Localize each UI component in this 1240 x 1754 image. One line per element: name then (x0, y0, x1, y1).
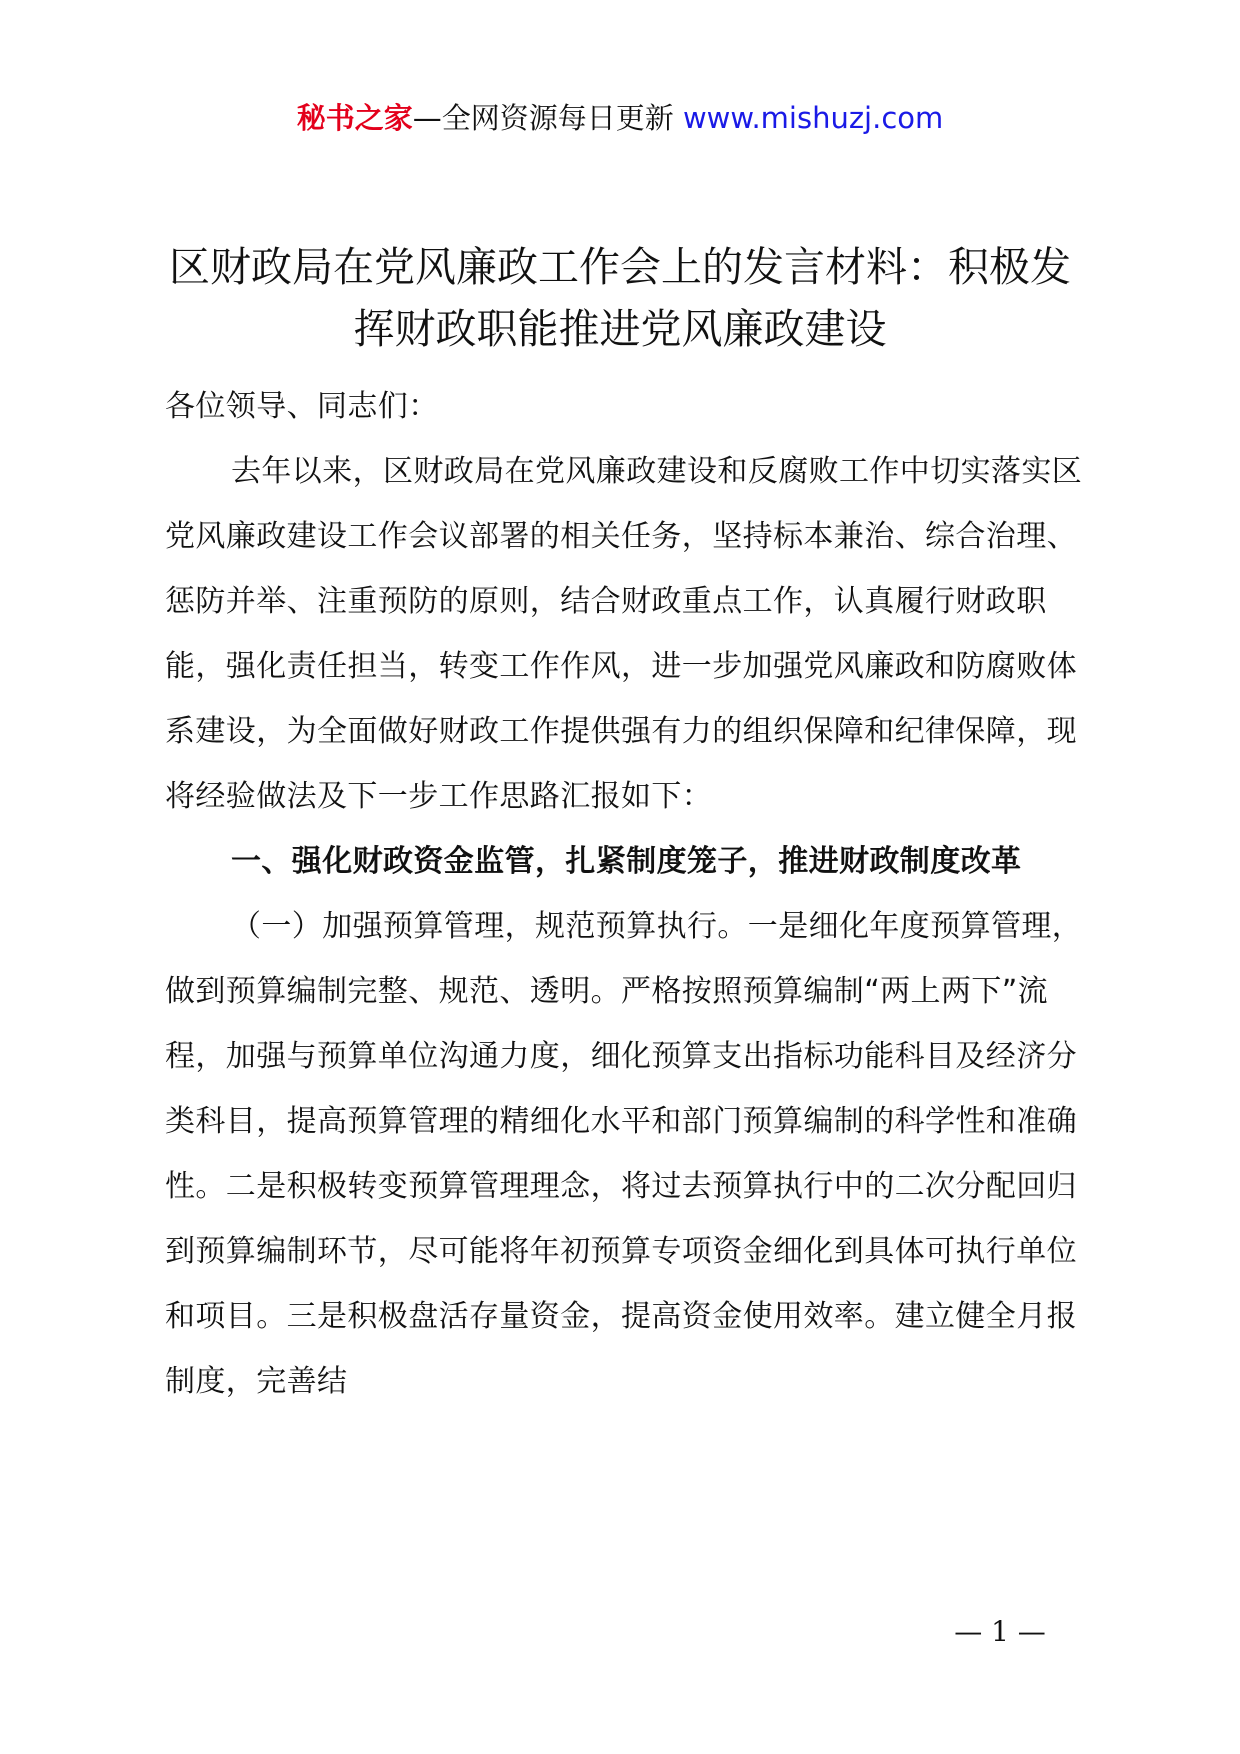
site-header (0, 98, 1240, 138)
paragraph: 去年以来，区财政局在党风廉政建设和反腐败工作中切实落实区党风廉政建设工作会议部署的相关任务，坚持标本兼治、综合治理、惩防并举、注重预防的原则，结合财政重点工作，认真履行财政职能，强化责任担当，转变工作作风，进一步加强党风廉政和防腐败体系建设，为全面做好财政工作提供强有力的组织保障和纪律保障，现将经验做法及下一步工作思路汇报如下： (165, 454, 1083, 814)
greeting: 各位领导、同志们： (165, 389, 439, 424)
site-url-link[interactable]: www.mishuzj.com (682, 101, 944, 135)
document-title: 区财政局在党风廉政工作会上的发言材料：积极发挥财政职能推进党风廉政建设 (169, 243, 1071, 353)
page-number: — 1 — (954, 1615, 1046, 1648)
site-slogan: —全网资源每日更新 (412, 101, 674, 135)
document-body (165, 374, 1095, 1414)
paragraph: （一）加强预算管理，规范预算执行。一是细化年度预算管理，做到预算编制完整、规范、透明。严格按照预算编制“两上两下”流程，加强与预算单位沟通力度，细化预算支出指标功能科目及经济分类科目，提高预算管理的精细化水平和部门预算编制的科学性和准确性。二是积极转变预算管理理念，将过去预算执行中的二次分配回归到预算编制环节，尽可能将年初预算专项资金细化到具体可执行单位和项目。三是积极盘活存量资金，提高资金使用效率。建立健全月报制度，完善结 (165, 909, 1083, 1399)
section-heading: 一、强化财政资金监管，扎紧制度笼子，推进财政制度改革 (231, 844, 1022, 879)
site-brand: 秘书之家 (296, 101, 413, 135)
